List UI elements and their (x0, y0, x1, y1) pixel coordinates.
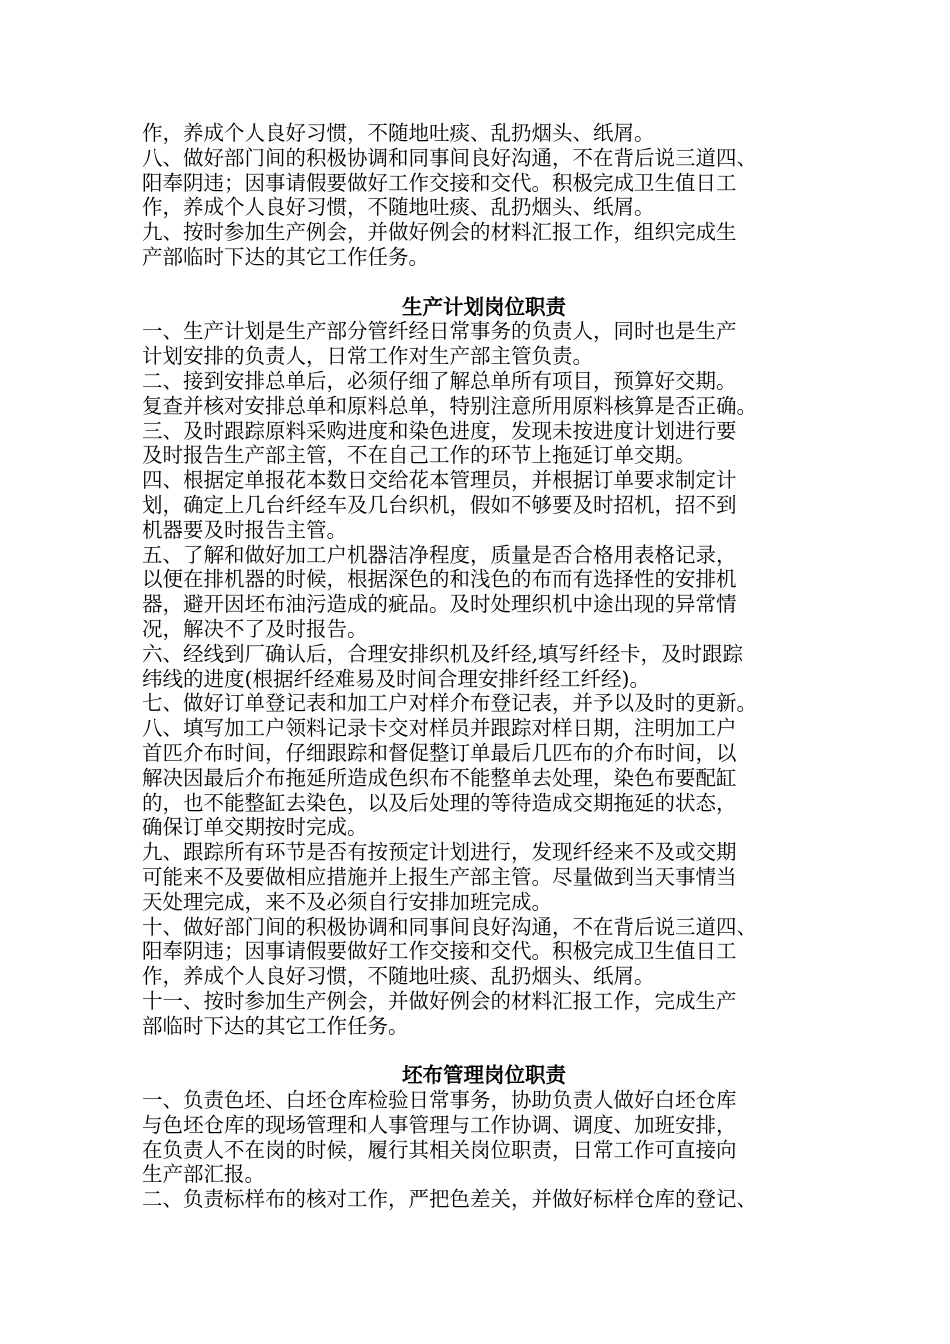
text-line: 十、做好部门间的积极协调和同事间良好沟通，不在背后说三道四、 (142, 914, 757, 939)
text-line: 八、填写加工户领料记录卡交对样员并跟踪对样日期，注明加工户 (142, 716, 737, 741)
text-line: 阳奉阴违；因事请假要做好工作交接和交代。积极完成卫生值日工 (142, 170, 737, 195)
text-line: 六、经线到厂确认后，合理安排织机及纤经,填写纤经卡，及时跟踪 (142, 641, 744, 666)
text-line: 天处理完成，来不及必须自行安排加班完成。 (142, 889, 552, 914)
text-line: 况，解决不了及时报告。 (142, 616, 368, 641)
text-line: 阳奉阴违；因事请假要做好工作交接和交代。积极完成卫生值日工 (142, 939, 737, 964)
text-line: 作，养成个人良好习惯，不随地吐痰、乱扔烟头、纸屑。 (142, 121, 655, 145)
text-line: 的，也不能整缸去染色，以及后处理的等待造成交期拖延的状态， (142, 790, 737, 815)
text-line: 四、根据定单报花本数日交给花本管理员，并根据订单要求制定计 (142, 468, 737, 493)
text-line: 七、做好订单登记表和加工户对样介布登记表，并予以及时的更新。 (142, 691, 757, 716)
text-line: 九、按时参加生产例会，并做好例会的材料汇报工作，组织完成生 (142, 220, 737, 245)
text-line: 首匹介布时间，仔细跟踪和督促整订单最后几匹布的介布时间，以 (142, 740, 737, 765)
text-line: 二、负责标样布的核对工作，严把色差关，并做好标样仓库的登记、 (142, 1187, 757, 1212)
spacer (142, 270, 826, 295)
text-line: 作，养成个人良好习惯，不随地吐痰、乱扔烟头、纸屑。 (142, 964, 655, 989)
text-line: 确保订单交期按时完成。 (142, 815, 368, 840)
text-line: 五、了解和做好加工户机器洁净程度，质量是否合格用表格记录， (142, 542, 737, 567)
text-line: 一、负责色坯、白坯仓库检验日常事务，协助负责人做好白坯仓库 (142, 1088, 737, 1113)
text-line: 器，避开因坯布油污造成的疵品。及时处理织机中途出现的异常情 (142, 592, 737, 617)
text-line: 解决因最后介布拖延所造成色织布不能整单去处理，染色布要配缸 (142, 765, 737, 790)
section-heading: 坯布管理岗位职责 (402, 1063, 566, 1088)
spacer (142, 1038, 826, 1063)
text-line: 以便在排机器的时候，根据深色的和浅色的布而有选择性的安排机 (142, 567, 737, 592)
text-line: 在负责人不在岗的时候，履行其相关岗位职责，日常工作可直接向 (142, 1137, 737, 1162)
section-continued-duties (142, 121, 826, 270)
text-line: 三、及时跟踪原料采购进度和染色进度，发现未按进度计划进行要 (142, 418, 737, 443)
text-line: 生产部汇报。 (142, 1162, 265, 1187)
text-line: 纬线的进度(根据纤经难易及时间合理安排纤经工纤经)。 (142, 666, 650, 691)
text-line: 十一、按时参加生产例会，并做好例会的材料汇报工作，完成生产 (142, 988, 737, 1013)
text-line: 与色坯仓库的现场管理和人事管理与工作协调、调度、加班安排， (142, 1112, 737, 1137)
document-body (142, 121, 826, 1212)
text-line: 二、接到安排总单后，必须仔细了解总单所有项目，预算好交期。 (142, 368, 737, 393)
text-line: 复查并核对安排总单和原料总单，特别注意所用原料核算是否正确。 (142, 393, 757, 418)
text-line: 作，养成个人良好习惯，不随地吐痰、乱扔烟头、纸屑。 (142, 195, 655, 220)
text-line: 可能来不及要做相应措施并上报生产部主管。尽量做到当天事情当 (142, 864, 737, 889)
text-line: 计划安排的负责人，日常工作对生产部主管负责。 (142, 344, 593, 369)
text-line: 一、生产计划是生产部分管纤经日常事务的负责人，同时也是生产 (142, 319, 737, 344)
section-production-planning (142, 295, 826, 1039)
text-line: 及时报告生产部主管，不在自己工作的环节上拖延订单交期。 (142, 443, 696, 468)
text-line: 机器要及时报告主管。 (142, 517, 347, 542)
section-grey-cloth-management (142, 1063, 826, 1212)
section-heading: 生产计划岗位职责 (402, 294, 566, 319)
text-line: 部临时下达的其它工作任务。 (142, 1013, 409, 1038)
text-line: 划，确定上几台纤经车及几台织机，假如不够要及时招机，招不到 (142, 492, 737, 517)
text-line: 八、做好部门间的积极协调和同事间良好沟通，不在背后说三道四、 (142, 145, 757, 170)
text-line: 产部临时下达的其它工作任务。 (142, 244, 429, 269)
text-line: 九、跟踪所有环节是否有按预定计划进行，发现纤经来不及或交期 (142, 840, 737, 865)
